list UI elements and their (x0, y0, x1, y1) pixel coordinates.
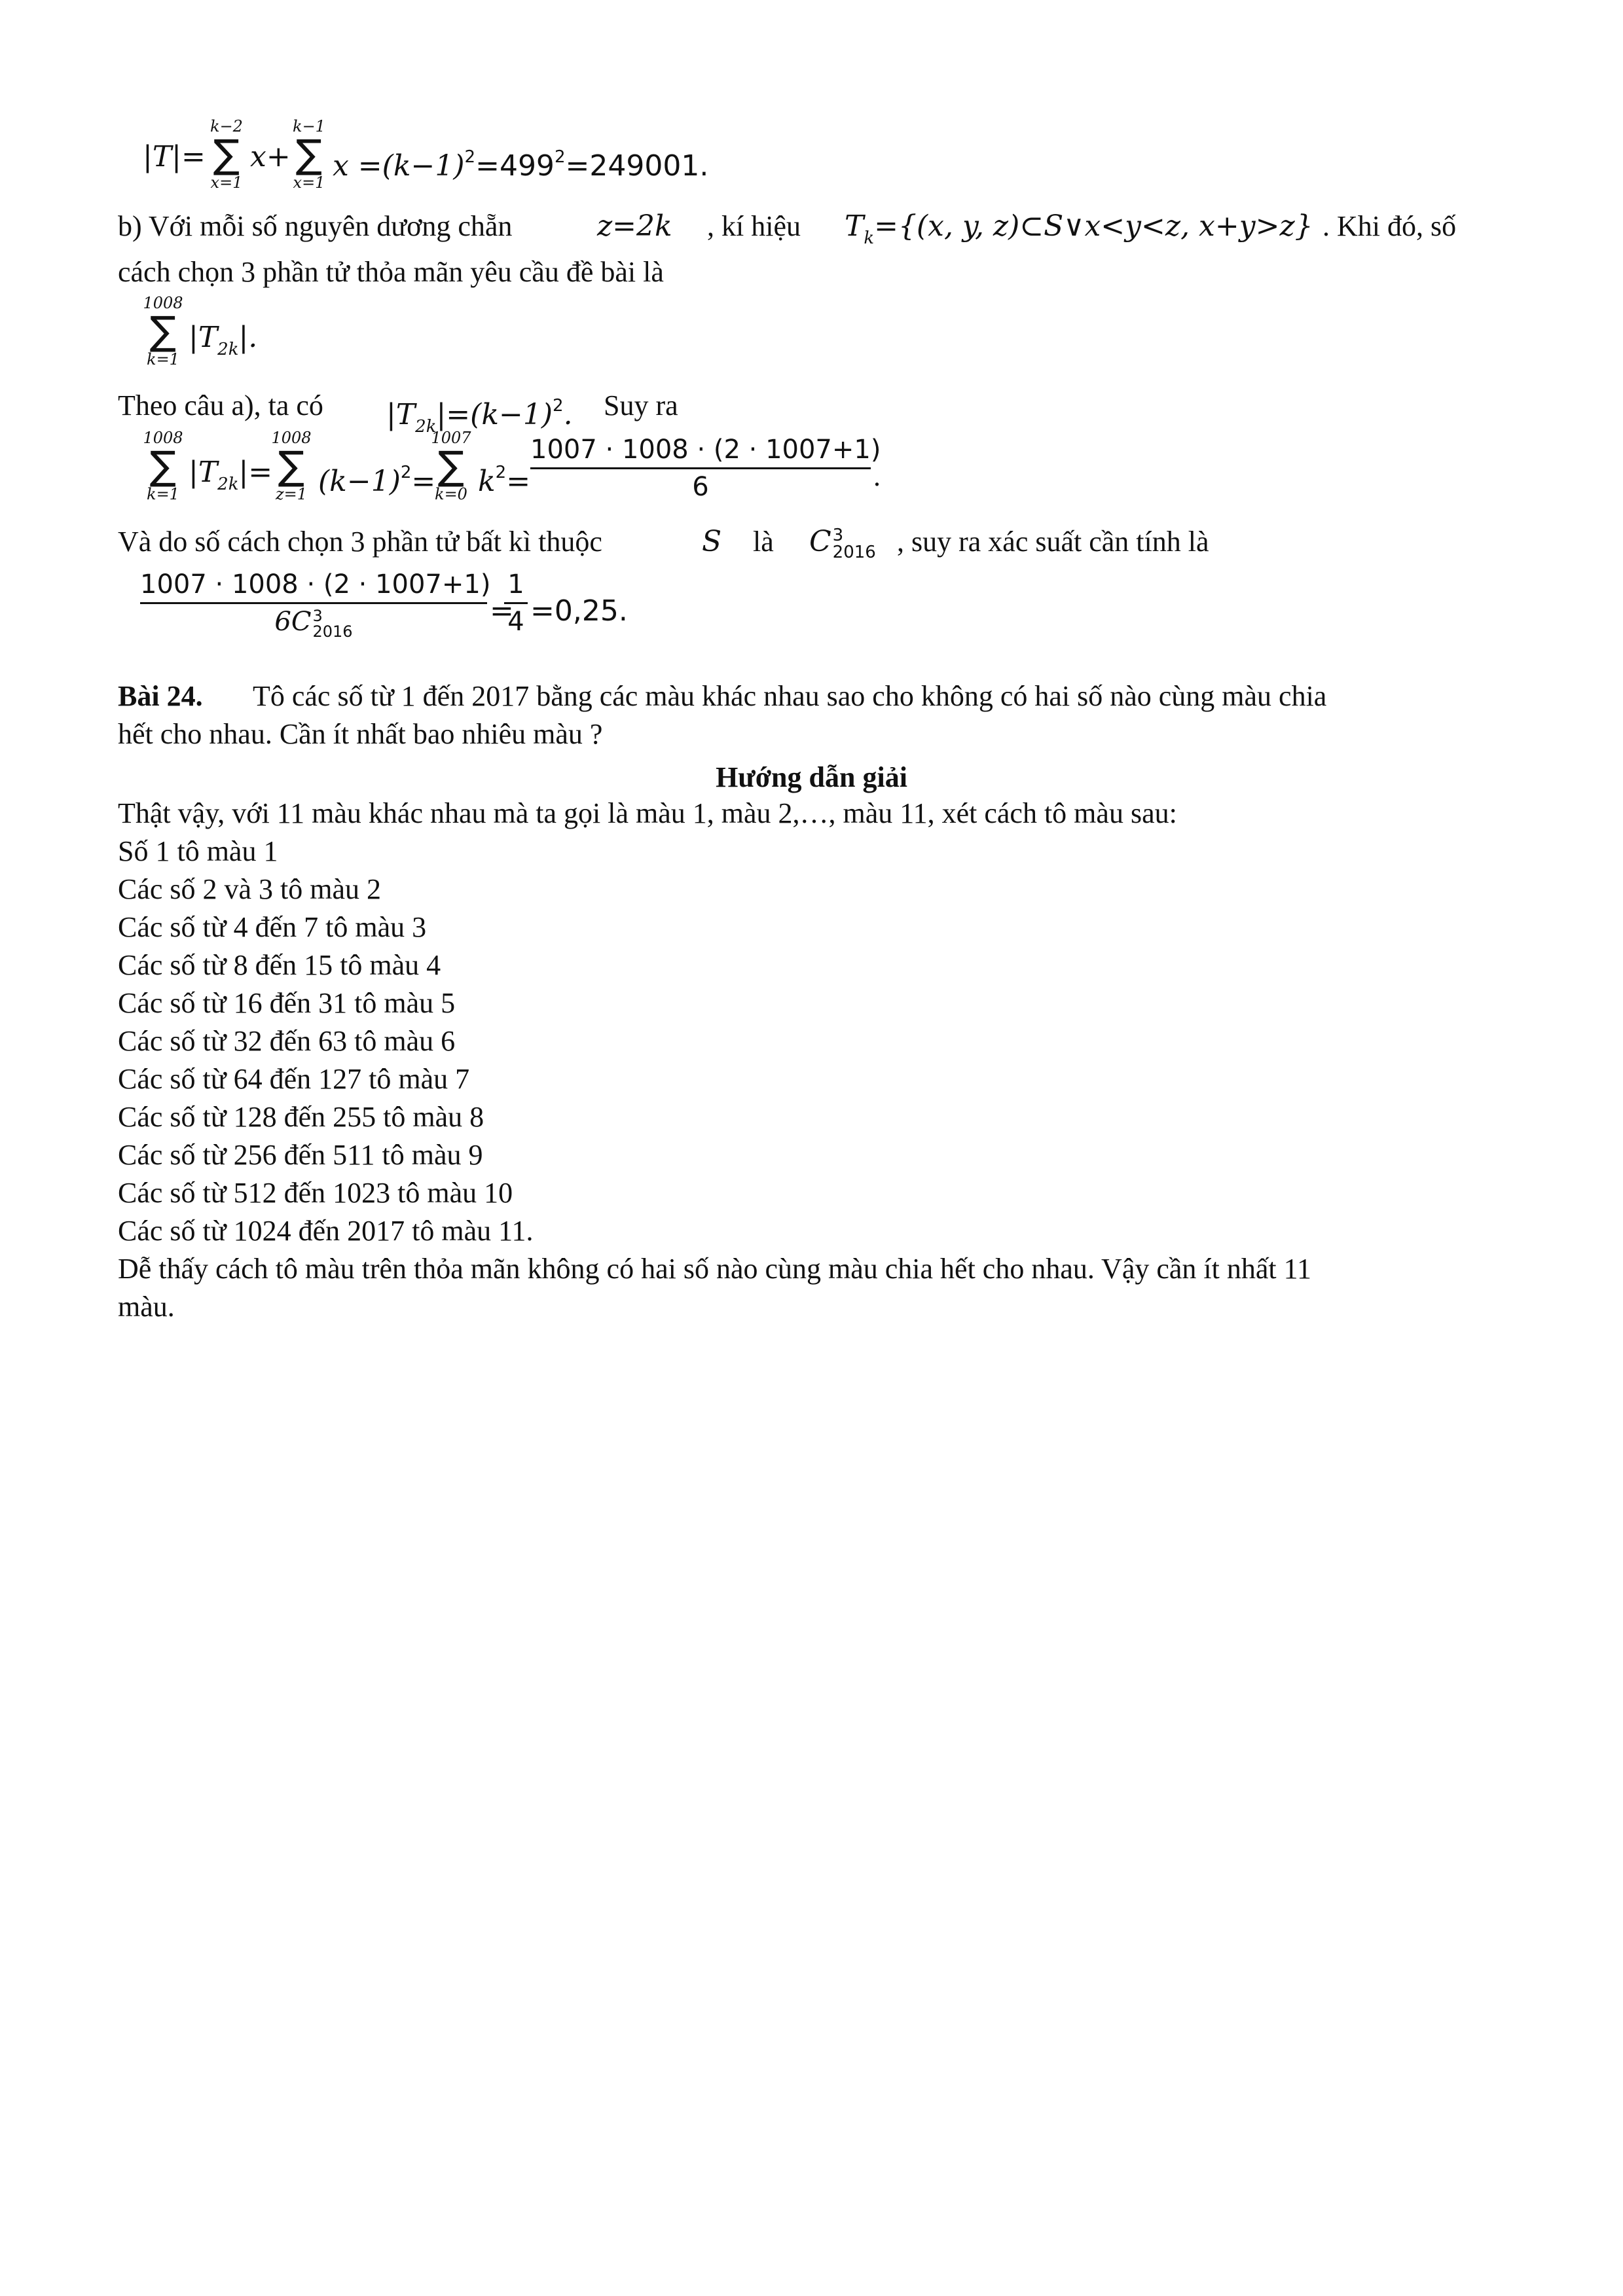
Tk-letter: T (845, 209, 864, 243)
solution-line: Các số từ 512 đến 1023 tô màu 10 (118, 1177, 513, 1209)
bai24-text2: hết cho nhau. Cần ít nhất bao nhiêu màu ? (118, 718, 603, 750)
sum1-body: x+ (250, 140, 291, 173)
huong-dan-title: Hướng dẫn giải (716, 761, 907, 793)
eq-T: |T (386, 398, 416, 431)
part-b-Tk (845, 208, 1313, 257)
bs3-exp: 2 (495, 463, 507, 482)
va-do-C (809, 524, 876, 561)
sigma-icon: ∑ (278, 443, 305, 489)
big-sum-1 (140, 429, 186, 503)
eq-T-lhs: |T|= (143, 140, 206, 173)
sigma-icon: ∑ (149, 308, 177, 354)
sigma-icon: ∑ (213, 132, 240, 177)
solution-line: màu. (118, 1291, 175, 1323)
part-b-line1-c: . Khi đó, số (1322, 210, 1457, 242)
frac-den: 6 (692, 472, 709, 502)
sum2-body (333, 139, 708, 185)
solution-line: Các số từ 4 đến 7 tô màu 3 (118, 911, 427, 943)
theo-cau-a-text: Theo câu a), ta có (118, 389, 323, 422)
exp-2b: 2 (554, 147, 566, 167)
prob-den-sub: 2016 (312, 622, 353, 641)
sum-b-lower: k=1 (147, 350, 179, 368)
sum-b-upper: 1008 (143, 294, 183, 312)
eq-end: . (563, 398, 573, 431)
prob-eq: = (490, 594, 514, 628)
solution-line: Số 1 tô màu 1 (118, 835, 278, 867)
bs2-body: (k−1) (318, 465, 401, 498)
solution-line: Các số từ 16 đến 31 tô màu 5 (118, 987, 456, 1019)
sum1-upper: k−2 (210, 117, 243, 135)
frac-num: 1007 · 1008 · (2 · 1007+1) (530, 435, 881, 465)
va-do-text: Và do số cách chọn 3 phần tử bất kì thuộc (118, 526, 602, 558)
bs3-k: k (478, 465, 496, 498)
big-sum-2-lower: z=1 (275, 485, 308, 503)
big-sum-1-upper: 1008 (143, 429, 183, 447)
big-sum-3-upper: 1007 (431, 429, 471, 447)
prob-fraction (140, 567, 491, 641)
solution-line: Các số từ 64 đến 127 tô màu 7 (118, 1063, 470, 1095)
sum-b-body (189, 319, 257, 368)
part-b-line1-b: , kí hiệu (707, 210, 801, 242)
solution-line: Các số từ 256 đến 511 tô màu 9 (118, 1139, 483, 1171)
q-den: 4 (507, 607, 524, 637)
big-sum-3-lower: k=0 (435, 485, 467, 503)
solution-line: Thật vậy, với 11 màu khác nhau mà ta gọi là màu 1, màu 2,…, màu 11, xét cách tô màu sau: (118, 797, 1177, 829)
q-num: 1 (507, 569, 524, 600)
bs1-T: |T (189, 456, 218, 489)
va-do-la: là (753, 526, 774, 558)
sum2-upper: k−1 (293, 117, 325, 135)
big-sum-3-body (478, 454, 530, 500)
solution-line: Các số từ 128 đến 255 tô màu 8 (118, 1101, 484, 1133)
big-sum-1-lower: k=1 (147, 485, 179, 503)
prob-den-sup: 3 (312, 607, 323, 625)
sum2-lower: x=1 (293, 173, 325, 192)
solution-block (118, 795, 1506, 1326)
C-letter: C (809, 525, 831, 558)
eq-result: =249001. (565, 149, 709, 183)
C-sub: 2016 (832, 542, 876, 562)
C-scripts (833, 527, 876, 561)
sigma-icon: ∑ (437, 443, 465, 489)
eq-exp: 2 (553, 396, 564, 416)
eq-mid: =499 (475, 149, 555, 183)
sum1-lower: x=1 (210, 173, 243, 192)
eq-rest: |=(k−1) (436, 398, 553, 431)
prob-den-a: 6C (274, 607, 312, 637)
sum-b-T: |T (189, 321, 218, 354)
part-b-z-eq: z=2k (597, 209, 672, 243)
bs3-end: = (506, 465, 531, 498)
part-b-line2: cách chọn 3 phần tử thỏa mãn yêu cầu đề bài là (118, 256, 664, 288)
va-do-S: S (702, 525, 722, 558)
exp-2: 2 (464, 147, 476, 167)
bai24-text1: Tô các số từ 1 đến 2017 bằng các màu khác nhau sao cho không có hai số nào cùng màu chia (253, 680, 1327, 712)
solution-line: Dễ thấy cách tô màu trên thỏa mãn không có hai số nào cùng màu chia hết cho nhau. Vậy cần ít nhất 11 (118, 1253, 1311, 1285)
bs1-sub: 2k (217, 475, 239, 494)
bs1-end: |= (238, 456, 273, 489)
eq-sub: 2k (415, 417, 437, 437)
sum2-body-text: x =(k−1) (333, 149, 465, 183)
prob-num: 1007 · 1008 · (2 · 1007+1) (140, 569, 491, 600)
part-b-line1-a: b) Với mỗi số nguyên dương chẵn (118, 210, 513, 242)
sigma-icon: ∑ (149, 443, 177, 489)
big-sum-tail: . (873, 460, 881, 492)
sigma-icon: ∑ (295, 132, 323, 177)
prob-den (140, 604, 487, 639)
solution-line: Các số từ 8 đến 15 tô màu 4 (118, 949, 441, 981)
bs2-exp: 2 (400, 463, 412, 482)
solution-line: Các số từ 32 đến 63 tô màu 6 (118, 1025, 456, 1057)
big-sum-2-upper: 1008 (271, 429, 312, 447)
va-do-text-b: , suy ra xác suất cần tính là (897, 526, 1209, 558)
sum-symbol-2 (289, 118, 329, 191)
sum-symbol-1 (207, 118, 246, 191)
big-sum-2 (268, 429, 314, 503)
bs2-end: = (411, 465, 436, 498)
sum-b-end: |. (238, 321, 258, 354)
quarter-fraction (504, 567, 528, 639)
prob-tail: =0,25. (530, 594, 628, 628)
solution-line: Các số từ 1024 đến 2017 tô màu 11. (118, 1215, 534, 1247)
sum-symbol-b (140, 295, 186, 368)
Tk-set: ={(x, y, z)⊂S∨x<y<z, x+y>z} (874, 209, 1313, 243)
big-sum-2-body (318, 454, 435, 500)
sum-b-sub: 2k (217, 340, 239, 359)
big-sum-3 (428, 429, 474, 503)
prob-den-scripts (312, 608, 352, 639)
suy-ra-text: Suy ra (604, 389, 678, 422)
C-sup: 3 (832, 525, 844, 545)
big-sum-fraction (530, 432, 881, 505)
big-sum-1-body (189, 454, 272, 503)
Tk-sub: k (864, 228, 875, 248)
solution-line: Các số 2 và 3 tô màu 2 (118, 873, 382, 905)
bai24-label: Bài 24. (118, 680, 203, 712)
